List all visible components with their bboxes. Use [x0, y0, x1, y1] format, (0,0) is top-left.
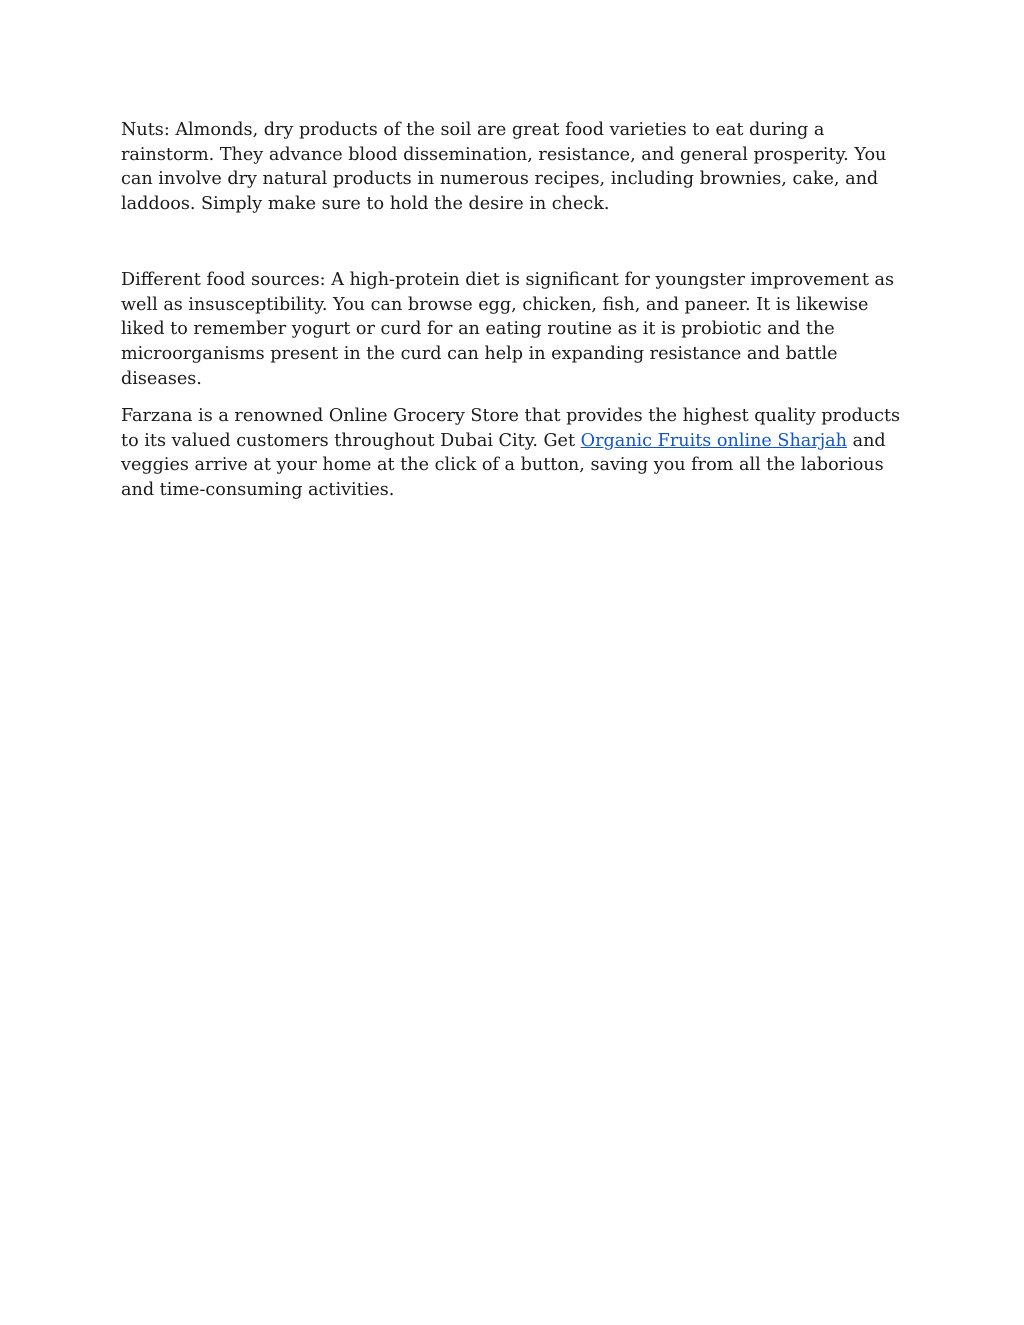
link-trail-text: and [846, 430, 886, 451]
paragraph-line: veggies arrive at your home at the click of a button, saving you from all the laborious [121, 455, 884, 476]
paragraph-line: laddoos. Simply make sure to hold the desire in check. [121, 194, 610, 215]
link-lead-text: to its valued customers throughout Dubai City. Get [121, 430, 581, 451]
paragraph-line: liked to remember yogurt or curd for an eating routine as it is probiotic and the [121, 319, 835, 340]
paragraph-farzana [121, 404, 900, 503]
paragraph-line: and time-consuming activities. [121, 480, 395, 501]
paragraph-line: Different food sources: A high-protein diet is significant for youngster improvement as [121, 270, 895, 290]
paragraph-line: well as insusceptibility. You can browse egg, chicken, fish, and paneer. It is likewise [121, 294, 869, 315]
paragraph-food-sources [121, 268, 894, 392]
paragraph-nuts [121, 118, 886, 217]
paragraph-line: Nuts: Almonds, dry products of the soil are great food varieties to eat during a [121, 120, 825, 140]
paragraph-line: microorganisms present in the curd can help in expanding resistance and battle [121, 344, 838, 365]
paragraph-line-with-link [121, 429, 900, 454]
paragraph-line: diseases. [121, 368, 202, 389]
paragraph-line: can involve dry natural products in numerous recipes, including brownies, cake, and [121, 169, 879, 190]
paragraph-line: Farzana is a renowned Online Grocery Store that provides the highest quality products [121, 406, 901, 426]
paragraph-line: rainstorm. They advance blood dissemination, resistance, and general prosperity. You [121, 144, 887, 165]
organic-fruits-link[interactable]: Organic Fruits online Sharjah [580, 430, 847, 451]
